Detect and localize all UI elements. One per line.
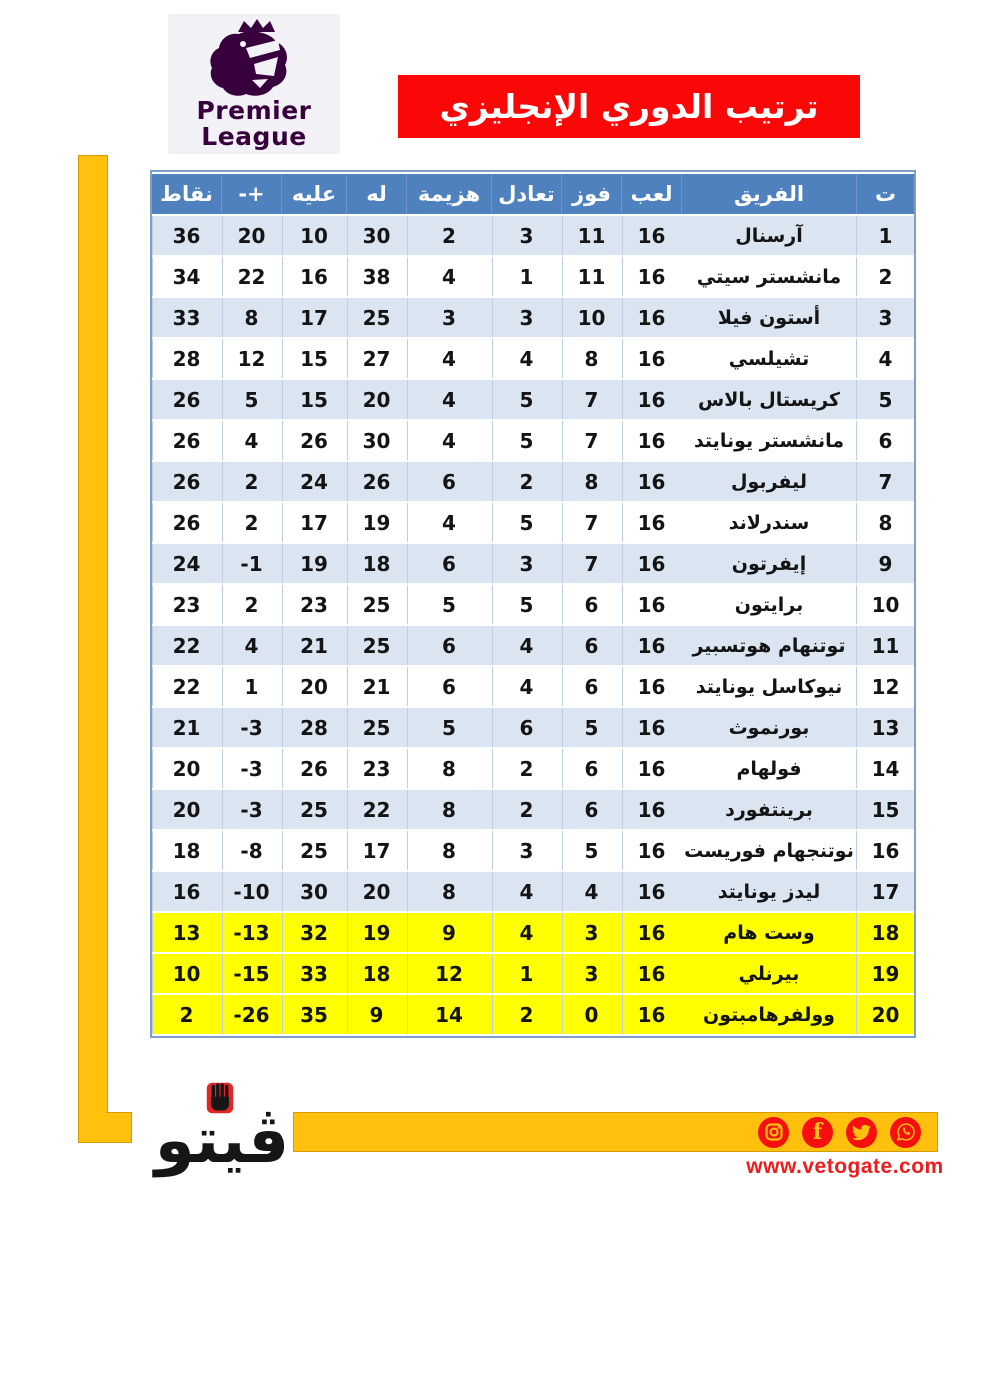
losses-cell: 6 bbox=[407, 544, 492, 583]
rank-cell: 12 bbox=[857, 667, 914, 706]
goals-for-cell: 27 bbox=[347, 339, 407, 378]
points-cell: 13 bbox=[152, 913, 222, 952]
rank-cell: 3 bbox=[857, 298, 914, 337]
played-cell: 16 bbox=[622, 995, 682, 1034]
goals-against-cell: 30 bbox=[282, 872, 347, 911]
table-row bbox=[152, 790, 914, 829]
points-cell: 18 bbox=[152, 831, 222, 870]
draws-cell: 3 bbox=[492, 544, 562, 583]
table-row bbox=[152, 749, 914, 788]
rank-cell: 5 bbox=[857, 380, 914, 419]
played-cell: 16 bbox=[622, 216, 682, 255]
played-cell: 16 bbox=[622, 954, 682, 993]
goal-diff-cell: -13 bbox=[222, 913, 282, 952]
goals-against-cell: 16 bbox=[282, 257, 347, 296]
played-cell: 16 bbox=[622, 708, 682, 747]
table-row bbox=[152, 216, 914, 255]
goal-diff-cell: 8 bbox=[222, 298, 282, 337]
played-cell: 16 bbox=[622, 421, 682, 460]
team-cell: برايتون bbox=[682, 585, 857, 624]
played-cell: 16 bbox=[622, 749, 682, 788]
rank-cell: 8 bbox=[857, 503, 914, 542]
twitter-icon[interactable] bbox=[846, 1117, 877, 1148]
points-cell: 16 bbox=[152, 872, 222, 911]
rank-cell: 9 bbox=[857, 544, 914, 583]
draws-cell: 6 bbox=[492, 708, 562, 747]
team-cell: وست هام bbox=[682, 913, 857, 952]
column-header-6: له bbox=[347, 174, 407, 214]
losses-cell: 4 bbox=[407, 503, 492, 542]
wins-cell: 7 bbox=[562, 503, 622, 542]
points-cell: 20 bbox=[152, 749, 222, 788]
pl-logo-text-line1: Premier bbox=[196, 96, 312, 125]
points-cell: 26 bbox=[152, 380, 222, 419]
team-cell: مانشستر يونايتد bbox=[682, 421, 857, 460]
points-cell: 24 bbox=[152, 544, 222, 583]
goal-diff-cell: 2 bbox=[222, 585, 282, 624]
goals-for-cell: 25 bbox=[347, 298, 407, 337]
column-header-4: تعادل bbox=[492, 174, 562, 214]
goals-against-cell: 19 bbox=[282, 544, 347, 583]
points-cell: 22 bbox=[152, 626, 222, 665]
losses-cell: 12 bbox=[407, 954, 492, 993]
premier-league-logo bbox=[168, 14, 340, 154]
team-cell: كريستال بالاس bbox=[682, 380, 857, 419]
rank-cell: 7 bbox=[857, 462, 914, 501]
wins-cell: 7 bbox=[562, 421, 622, 460]
team-cell: ليفربول bbox=[682, 462, 857, 501]
played-cell: 16 bbox=[622, 585, 682, 624]
losses-cell: 9 bbox=[407, 913, 492, 952]
table-row bbox=[152, 872, 914, 911]
played-cell: 16 bbox=[622, 831, 682, 870]
points-cell: 23 bbox=[152, 585, 222, 624]
wins-cell: 7 bbox=[562, 380, 622, 419]
veto-logo bbox=[142, 1082, 302, 1192]
goals-against-cell: 15 bbox=[282, 380, 347, 419]
goals-for-cell: 17 bbox=[347, 831, 407, 870]
standings-body bbox=[152, 216, 914, 1034]
draws-cell: 4 bbox=[492, 913, 562, 952]
goals-for-cell: 20 bbox=[347, 872, 407, 911]
goals-against-cell: 26 bbox=[282, 421, 347, 460]
goals-for-cell: 30 bbox=[347, 216, 407, 255]
goal-diff-cell: -1 bbox=[222, 544, 282, 583]
table-row bbox=[152, 626, 914, 665]
goals-against-cell: 33 bbox=[282, 954, 347, 993]
goals-against-cell: 26 bbox=[282, 749, 347, 788]
losses-cell: 4 bbox=[407, 421, 492, 460]
points-cell: 21 bbox=[152, 708, 222, 747]
table-row bbox=[152, 995, 914, 1034]
goals-against-cell: 32 bbox=[282, 913, 347, 952]
goals-for-cell: 19 bbox=[347, 913, 407, 952]
losses-cell: 6 bbox=[407, 626, 492, 665]
table-row bbox=[152, 913, 914, 952]
goal-diff-cell: 20 bbox=[222, 216, 282, 255]
team-cell: برينتفورد bbox=[682, 790, 857, 829]
team-cell: نوتنجهام فوريست bbox=[682, 831, 857, 870]
instagram-icon[interactable] bbox=[758, 1117, 789, 1148]
draws-cell: 4 bbox=[492, 339, 562, 378]
social-bar bbox=[293, 1112, 938, 1152]
losses-cell: 2 bbox=[407, 216, 492, 255]
draws-cell: 4 bbox=[492, 626, 562, 665]
goal-diff-cell: 5 bbox=[222, 380, 282, 419]
goals-against-cell: 10 bbox=[282, 216, 347, 255]
rank-cell: 10 bbox=[857, 585, 914, 624]
played-cell: 16 bbox=[622, 913, 682, 952]
draws-cell: 2 bbox=[492, 462, 562, 501]
table-row bbox=[152, 462, 914, 501]
points-cell: 26 bbox=[152, 503, 222, 542]
wins-cell: 11 bbox=[562, 257, 622, 296]
goal-diff-cell: -3 bbox=[222, 790, 282, 829]
team-cell: وولفرهامبتون bbox=[682, 995, 857, 1034]
played-cell: 16 bbox=[622, 380, 682, 419]
wins-cell: 3 bbox=[562, 913, 622, 952]
wins-cell: 6 bbox=[562, 667, 622, 706]
team-cell: بورنموث bbox=[682, 708, 857, 747]
points-cell: 34 bbox=[152, 257, 222, 296]
premier-league-lion-icon bbox=[194, 18, 314, 98]
rank-cell: 17 bbox=[857, 872, 914, 911]
losses-cell: 5 bbox=[407, 708, 492, 747]
goals-against-cell: 17 bbox=[282, 503, 347, 542]
losses-cell: 8 bbox=[407, 749, 492, 788]
draws-cell: 2 bbox=[492, 995, 562, 1034]
table-row bbox=[152, 339, 914, 378]
column-header-3: فوز bbox=[562, 174, 622, 214]
goal-diff-cell: 12 bbox=[222, 339, 282, 378]
table-row bbox=[152, 298, 914, 337]
facebook-icon[interactable]: f bbox=[802, 1117, 833, 1148]
played-cell: 16 bbox=[622, 544, 682, 583]
points-cell: 10 bbox=[152, 954, 222, 993]
standings-table bbox=[150, 170, 916, 1038]
column-header-0: ت bbox=[857, 174, 914, 214]
draws-cell: 4 bbox=[492, 872, 562, 911]
left-frame-corner bbox=[106, 1112, 132, 1143]
losses-cell: 3 bbox=[407, 298, 492, 337]
points-cell: 26 bbox=[152, 462, 222, 501]
played-cell: 16 bbox=[622, 667, 682, 706]
goal-diff-cell: -3 bbox=[222, 708, 282, 747]
wins-cell: 5 bbox=[562, 708, 622, 747]
team-cell: توتنهام هوتسبير bbox=[682, 626, 857, 665]
column-header-9: نقاط bbox=[152, 174, 222, 214]
veto-brand-text: ڤيتو bbox=[154, 1104, 290, 1178]
draws-cell: 5 bbox=[492, 503, 562, 542]
wins-cell: 6 bbox=[562, 585, 622, 624]
losses-cell: 14 bbox=[407, 995, 492, 1034]
rank-cell: 14 bbox=[857, 749, 914, 788]
rank-cell: 15 bbox=[857, 790, 914, 829]
draws-cell: 1 bbox=[492, 954, 562, 993]
column-header-2: لعب bbox=[622, 174, 682, 214]
points-cell: 33 bbox=[152, 298, 222, 337]
table-row bbox=[152, 503, 914, 542]
losses-cell: 8 bbox=[407, 790, 492, 829]
team-cell: تشيلسي bbox=[682, 339, 857, 378]
goal-diff-cell: 22 bbox=[222, 257, 282, 296]
table-row bbox=[152, 421, 914, 460]
goal-diff-cell: 4 bbox=[222, 626, 282, 665]
goal-diff-cell: 4 bbox=[222, 421, 282, 460]
rank-cell: 13 bbox=[857, 708, 914, 747]
losses-cell: 4 bbox=[407, 257, 492, 296]
goal-diff-cell: -3 bbox=[222, 749, 282, 788]
team-cell: بيرنلي bbox=[682, 954, 857, 993]
team-cell: أستون فيلا bbox=[682, 298, 857, 337]
points-cell: 20 bbox=[152, 790, 222, 829]
wins-cell: 11 bbox=[562, 216, 622, 255]
goals-for-cell: 22 bbox=[347, 790, 407, 829]
team-cell: مانشستر سيتي bbox=[682, 257, 857, 296]
column-header-1: الفريق bbox=[682, 174, 857, 214]
goals-for-cell: 38 bbox=[347, 257, 407, 296]
rank-cell: 16 bbox=[857, 831, 914, 870]
draws-cell: 5 bbox=[492, 380, 562, 419]
table-header-row bbox=[152, 174, 914, 214]
played-cell: 16 bbox=[622, 626, 682, 665]
team-cell: سندرلاند bbox=[682, 503, 857, 542]
table-row bbox=[152, 667, 914, 706]
goals-for-cell: 30 bbox=[347, 421, 407, 460]
goals-against-cell: 25 bbox=[282, 831, 347, 870]
table-row bbox=[152, 380, 914, 419]
goals-for-cell: 20 bbox=[347, 380, 407, 419]
goals-for-cell: 21 bbox=[347, 667, 407, 706]
draws-cell: 1 bbox=[492, 257, 562, 296]
points-cell: 26 bbox=[152, 421, 222, 460]
goals-for-cell: 25 bbox=[347, 626, 407, 665]
losses-cell: 8 bbox=[407, 872, 492, 911]
played-cell: 16 bbox=[622, 503, 682, 542]
goals-against-cell: 35 bbox=[282, 995, 347, 1034]
column-header-8: +- bbox=[222, 174, 282, 214]
goal-diff-cell: 2 bbox=[222, 503, 282, 542]
goals-against-cell: 28 bbox=[282, 708, 347, 747]
rank-cell: 6 bbox=[857, 421, 914, 460]
losses-cell: 8 bbox=[407, 831, 492, 870]
page-title: ترتيب الدوري الإنجليزي bbox=[398, 75, 860, 138]
team-cell: آرسنال bbox=[682, 216, 857, 255]
goals-for-cell: 26 bbox=[347, 462, 407, 501]
rank-cell: 18 bbox=[857, 913, 914, 952]
played-cell: 16 bbox=[622, 339, 682, 378]
left-frame-bar bbox=[78, 155, 108, 1143]
table-row bbox=[152, 544, 914, 583]
draws-cell: 5 bbox=[492, 585, 562, 624]
goal-diff-cell: -15 bbox=[222, 954, 282, 993]
goals-for-cell: 23 bbox=[347, 749, 407, 788]
goals-for-cell: 19 bbox=[347, 503, 407, 542]
played-cell: 16 bbox=[622, 257, 682, 296]
table-row bbox=[152, 257, 914, 296]
played-cell: 16 bbox=[622, 462, 682, 501]
wins-cell: 8 bbox=[562, 339, 622, 378]
goals-for-cell: 25 bbox=[347, 585, 407, 624]
losses-cell: 6 bbox=[407, 667, 492, 706]
goals-against-cell: 17 bbox=[282, 298, 347, 337]
goals-against-cell: 23 bbox=[282, 585, 347, 624]
table-row bbox=[152, 954, 914, 993]
wins-cell: 6 bbox=[562, 749, 622, 788]
goal-diff-cell: -8 bbox=[222, 831, 282, 870]
goals-for-cell: 25 bbox=[347, 708, 407, 747]
column-header-5: هزيمة bbox=[407, 174, 492, 214]
website-link[interactable]: www.vetogate.com bbox=[746, 1155, 944, 1178]
team-cell: فولهام bbox=[682, 749, 857, 788]
points-cell: 2 bbox=[152, 995, 222, 1034]
goal-diff-cell: 2 bbox=[222, 462, 282, 501]
played-cell: 16 bbox=[622, 790, 682, 829]
table-row bbox=[152, 585, 914, 624]
draws-cell: 2 bbox=[492, 790, 562, 829]
wins-cell: 0 bbox=[562, 995, 622, 1034]
draws-cell: 3 bbox=[492, 298, 562, 337]
points-cell: 28 bbox=[152, 339, 222, 378]
losses-cell: 6 bbox=[407, 462, 492, 501]
column-header-7: عليه bbox=[282, 174, 347, 214]
rank-cell: 2 bbox=[857, 257, 914, 296]
losses-cell: 4 bbox=[407, 339, 492, 378]
wins-cell: 3 bbox=[562, 954, 622, 993]
wins-cell: 8 bbox=[562, 462, 622, 501]
goals-for-cell: 18 bbox=[347, 954, 407, 993]
goal-diff-cell: 1 bbox=[222, 667, 282, 706]
team-cell: إيفرتون bbox=[682, 544, 857, 583]
losses-cell: 4 bbox=[407, 380, 492, 419]
table-row bbox=[152, 831, 914, 870]
goals-for-cell: 9 bbox=[347, 995, 407, 1034]
goals-against-cell: 21 bbox=[282, 626, 347, 665]
points-cell: 36 bbox=[152, 216, 222, 255]
rank-cell: 4 bbox=[857, 339, 914, 378]
points-cell: 22 bbox=[152, 667, 222, 706]
goals-against-cell: 20 bbox=[282, 667, 347, 706]
played-cell: 16 bbox=[622, 298, 682, 337]
rank-cell: 11 bbox=[857, 626, 914, 665]
whatsapp-icon[interactable] bbox=[890, 1117, 921, 1148]
draws-cell: 5 bbox=[492, 421, 562, 460]
pl-logo-text-line2: League bbox=[201, 122, 307, 151]
wins-cell: 7 bbox=[562, 544, 622, 583]
goal-diff-cell: -26 bbox=[222, 995, 282, 1034]
played-cell: 16 bbox=[622, 872, 682, 911]
team-cell: نيوكاسل يونايتد bbox=[682, 667, 857, 706]
rank-cell: 20 bbox=[857, 995, 914, 1034]
goals-for-cell: 18 bbox=[347, 544, 407, 583]
wins-cell: 5 bbox=[562, 831, 622, 870]
wins-cell: 10 bbox=[562, 298, 622, 337]
goals-against-cell: 15 bbox=[282, 339, 347, 378]
draws-cell: 4 bbox=[492, 667, 562, 706]
wins-cell: 6 bbox=[562, 790, 622, 829]
goals-against-cell: 25 bbox=[282, 790, 347, 829]
goal-diff-cell: -10 bbox=[222, 872, 282, 911]
goals-against-cell: 24 bbox=[282, 462, 347, 501]
rank-cell: 1 bbox=[857, 216, 914, 255]
wins-cell: 6 bbox=[562, 626, 622, 665]
draws-cell: 3 bbox=[492, 831, 562, 870]
table-row bbox=[152, 708, 914, 747]
losses-cell: 5 bbox=[407, 585, 492, 624]
team-cell: ليدز يونايتد bbox=[682, 872, 857, 911]
draws-cell: 3 bbox=[492, 216, 562, 255]
rank-cell: 19 bbox=[857, 954, 914, 993]
wins-cell: 4 bbox=[562, 872, 622, 911]
draws-cell: 2 bbox=[492, 749, 562, 788]
